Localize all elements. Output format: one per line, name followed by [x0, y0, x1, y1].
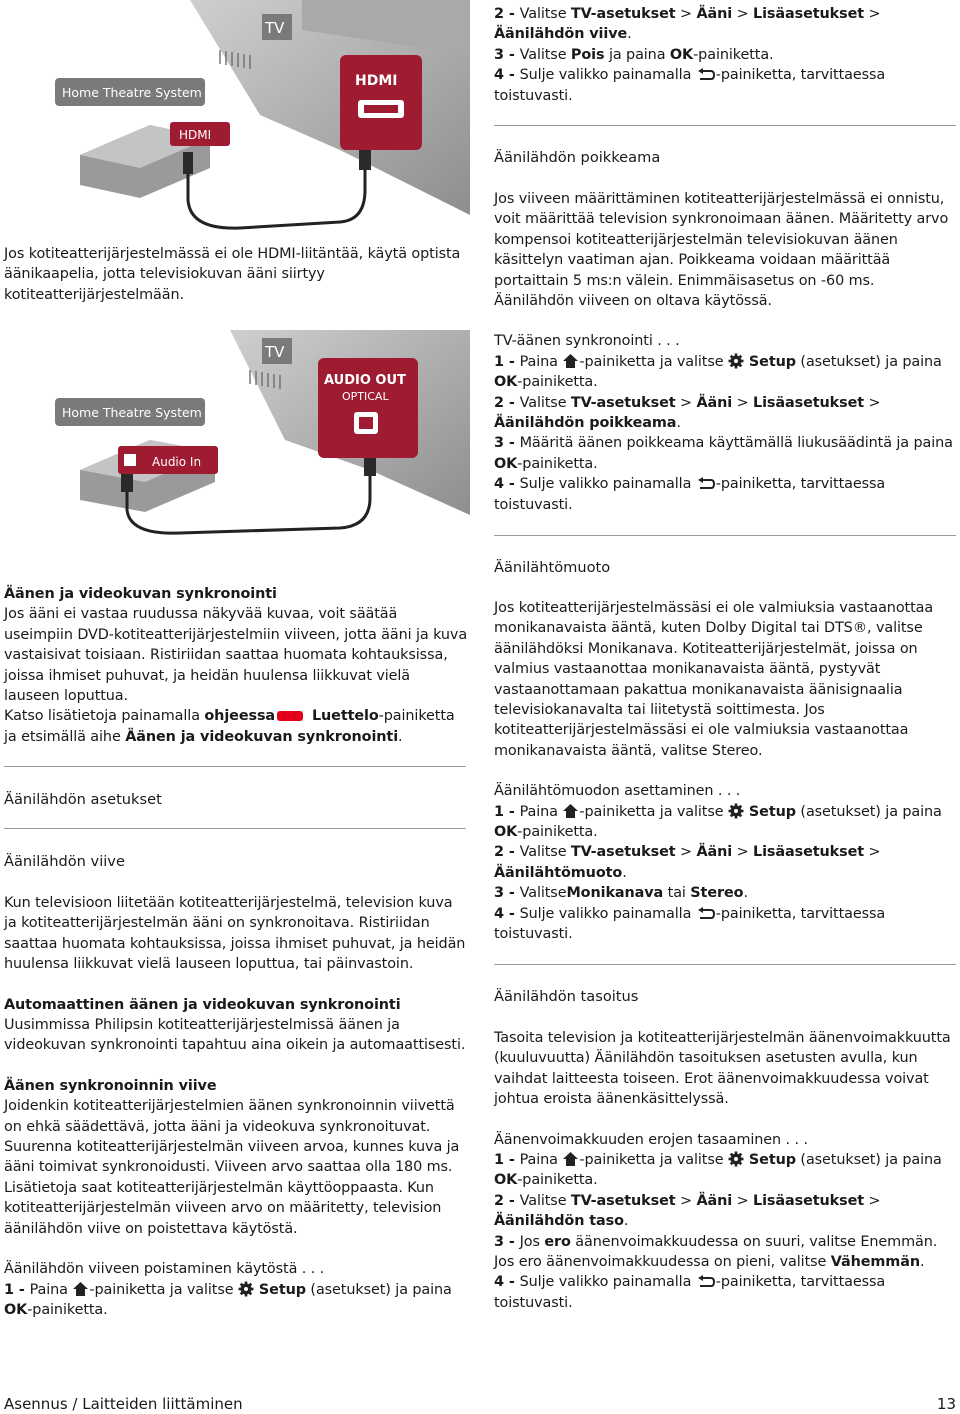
hts-label: Home Theatre System: [62, 405, 202, 420]
av-sync-section: [4, 584, 468, 747]
hts-label: Home Theatre System: [62, 85, 202, 100]
hts-hdmi-label: HDMI: [179, 128, 212, 142]
settings-heading: Äänilähdön asetukset: [4, 791, 162, 808]
step-3: 3 - Määritä äänen poikkeama käyttämällä liukusäädintä ja paina OK-painiketta.: [494, 435, 953, 472]
step-1: 1 - Paina -painiketta ja valitse Setup (asetukset) ja paina OK-painiketta.: [494, 1152, 942, 1189]
auto-sync-body: Uusimmissa Philipsin kotiteatterijärjestelmissä äänen ja videokuvan synkronointi tapahtuu aina oikein ja automaattisesti.: [4, 1017, 466, 1054]
step-2: 2 - Valitse TV-asetukset > Ääni > Lisäasetukset > Äänilähtömuoto.: [494, 844, 881, 881]
level-heading: Äänilähdön tasoitus: [494, 988, 639, 1005]
format-intro: Äänilähtömuodon asettaminen . . .: [494, 783, 741, 800]
level-body: Tasoita television ja kotiteatterijärjestelmän äänenvoimakkuutta (kuuluvuutta) Äänilähdön tasoituksen asetusten avulla, kun vaihdat laitteesta toiseen. Erot äänenvoimakkuudessa voivat johtua eroista äänenkäsittelyssä.: [494, 1030, 951, 1108]
hdmi-cable: [188, 165, 365, 228]
step-2: 2 - Valitse TV-asetukset > Ääni > Lisäasetukset > Äänilähdön taso.: [494, 1192, 881, 1230]
gear-icon: [728, 803, 744, 819]
gear-icon: [238, 1281, 254, 1297]
tv-label: TV: [265, 343, 285, 361]
av-sync-title: Äänen ja videokuvan synkronointi: [4, 586, 277, 602]
av-delay-title: Äänen synkronoinnin viive: [4, 1077, 217, 1094]
divider: [494, 964, 956, 965]
format-body: Jos kotiteatterijärjestelmässäsi ei ole valmiuksia vastaanottaa monikanavaista ääntä, kuten Dolby Digital tai DTS®, valitse äänilähdöksi Monikanava. Kotiteatterijärjestelmät, joissa on valmius vastaanottaa monikanavaista ääntä, pystyvät vastaanottamaan pakattua monikanavaista äänisignaalia televisiokanavalta tai liitetystä soittimesta. Jos kotiteatterijärjestelmässäsi ei ole valmiuksia vastaanottaa monikanavaista ääntä, valitse Stereo.: [494, 600, 934, 759]
step-4: 4 - Sulje valikko painamalla -painiketta, tarvittaessa toistuvasti.: [494, 476, 886, 513]
format-section: [494, 598, 958, 945]
av-sync-help: Katso lisätietoja painamalla ohjeessa Luettelo-painiketta ja etsimällä aihe Äänen ja videokuvan synkronointi.: [4, 708, 455, 745]
av-delay-body: Joidenkin kotiteatterijärjestelmien äänen synkronoinnin viivettä on ehkä säädettävä, jotta ääni ja videokuva synkronoituvat. Suurenna kotiteatterijärjestelmän viiveen arvoa, kunnes kuva ja ääni toimivat synkronoidusti. Viiveen arvo saattaa olla 180 ms. Lisätietoja saat kotiteatterijärjestelmän käyttöoppaasta. Kun kotiteatterijärjestelmän viiveen arvo on määritetty, television äänilähdön viive on poistettava käytöstä.: [4, 1098, 460, 1237]
hdmi-port-label: HDMI: [355, 73, 398, 89]
optical-port-line1: AUDIO OUT: [324, 373, 406, 388]
step-3: 3 - Valitse Pois ja paina OK-painiketta.: [494, 46, 774, 63]
step-2: 2 - Valitse TV-asetukset > Ääni > Lisäasetukset > Äänilähdön poikkeama.: [494, 394, 881, 432]
format-heading: Äänilähtömuoto: [494, 559, 611, 576]
hdmi-connection-diagram: [40, 0, 470, 240]
tv-label: TV: [265, 19, 285, 37]
step-3: 3 - Jos ero äänenvoimakkuudessa on suuri, valitse Enemmän. Jos ero äänenvoimakkuudessa on pieni, valitse Vähemmän.: [494, 1233, 938, 1271]
level-section: [494, 1028, 958, 1313]
step-2: 2 - Valitse TV-asetukset > Ääni > Lisäasetukset > Äänilähdön viive.: [494, 6, 881, 43]
page-number: 13: [936, 1395, 956, 1413]
step-4: 4 - Sulje valikko painamalla -painiketta, tarvittaessa toistuvasti.: [494, 1274, 886, 1311]
back-icon: [696, 68, 716, 82]
gear-icon: [728, 1151, 744, 1167]
gear-icon: [728, 353, 744, 369]
delay-body: Kun televisioon liitetään kotiteatterijärjestelmä, television kuva ja kotiteatterijärjestelmän ääni on synkronoitava. Ristiriidan saattaa huomata kohtauksissa, joissa ihmiset puhuvat, ja heidän huulensa liikkuvat vielä lauseen loputtua, tai päinvastoin.: [4, 895, 466, 973]
offset-section: [494, 189, 958, 515]
home-icon: [562, 803, 579, 819]
divider: [4, 828, 466, 829]
offset-intro: TV-äänen synkronointi . . .: [494, 333, 680, 350]
back-icon: [696, 1275, 716, 1289]
divider: [494, 125, 956, 126]
back-icon: [696, 477, 716, 491]
home-icon: [562, 353, 579, 369]
step-1: 1 - Paina -painiketta ja valitse Setup (asetukset) ja paina OK-painiketta.: [494, 353, 942, 391]
optical-connection-diagram: [40, 330, 470, 545]
optical-port-line2: OPTICAL: [342, 390, 389, 403]
step-3: 3 - ValitseMonikanava tai Stereo.: [494, 885, 748, 902]
help-topic: Äänen ja videokuvan synkronointi: [125, 728, 399, 745]
divider: [4, 766, 466, 767]
audio-in-label: Audio In: [152, 455, 202, 469]
level-intro: Äänenvoimakkuuden erojen tasaaminen . . .: [494, 1131, 808, 1148]
step-1: 1 - Paina -painiketta ja valitse Setup (asetukset) ja paina OK-painiketta.: [4, 1281, 452, 1318]
auto-sync-title: Automaattinen äänen ja videokuvan synkronointi: [4, 996, 401, 1013]
step-4: 4 - Sulje valikko painamalla -painiketta, tarvittaessa toistuvasti.: [494, 905, 886, 943]
home-icon: [72, 1281, 89, 1297]
list-button[interactable]: Luettelo: [307, 708, 379, 725]
footer-section: Asennus / Laitteiden liittäminen: [4, 1395, 243, 1413]
av-sync-body: Jos ääni ei vastaa ruudussa näkyvää kuvaa, voit säätää useimpiin DVD-kotiteatterijärjestelmiin viiveen, jotta ääni ja kuva vastaisivat toisiaan. Ristiriidan saattaa huomata kohtauksissa, joissa ihmiset puhuvat, ja heidän huulensa liikkuvat vielä lauseen loputtua.: [4, 606, 468, 705]
home-icon: [562, 1151, 579, 1167]
offset-heading: Äänilähdön poikkeama: [494, 149, 661, 166]
delay-section: [4, 893, 468, 1320]
help-link[interactable]: ohjeessa: [204, 708, 276, 725]
divider: [494, 535, 956, 536]
back-icon: [696, 907, 716, 921]
offset-body: Jos viiveen määrittäminen kotiteatterijärjestelmässä ei onnistu, voit määrittää television synkronoimaan äänen. Määritetty arvo kompensoi kotiteatterijärjestelmän televisiokuvan äänen käsittelyn vaatiman ajan. Poikkeama voidaan määrittää portaittain 5 ms:n välein. Enimmäisasetus on -60 ms. Äänilähdön viiveen on oltava käytössä.: [494, 191, 949, 310]
hdmi-note: Jos kotiteatterijärjestelmässä ei ole HDMI-liitäntää, käytä optista äänikaapelia, jotta televisiokuvan ääni siirtyy kotiteatterijärjestelmään.: [4, 246, 461, 303]
step-1: 1 - Paina -painiketta ja valitse Setup (asetukset) ja paina OK-painiketta.: [494, 803, 942, 841]
delay-heading: Äänilähdön viive: [4, 853, 125, 870]
red-key-icon: [277, 711, 303, 721]
step-4: 4 - Sulje valikko painamalla -painiketta, tarvittaessa toistuvasti.: [494, 67, 886, 104]
right-top-steps: [494, 4, 958, 106]
delay-off-intro: Äänilähdön viiveen poistaminen käytöstä . . .: [4, 1261, 325, 1278]
